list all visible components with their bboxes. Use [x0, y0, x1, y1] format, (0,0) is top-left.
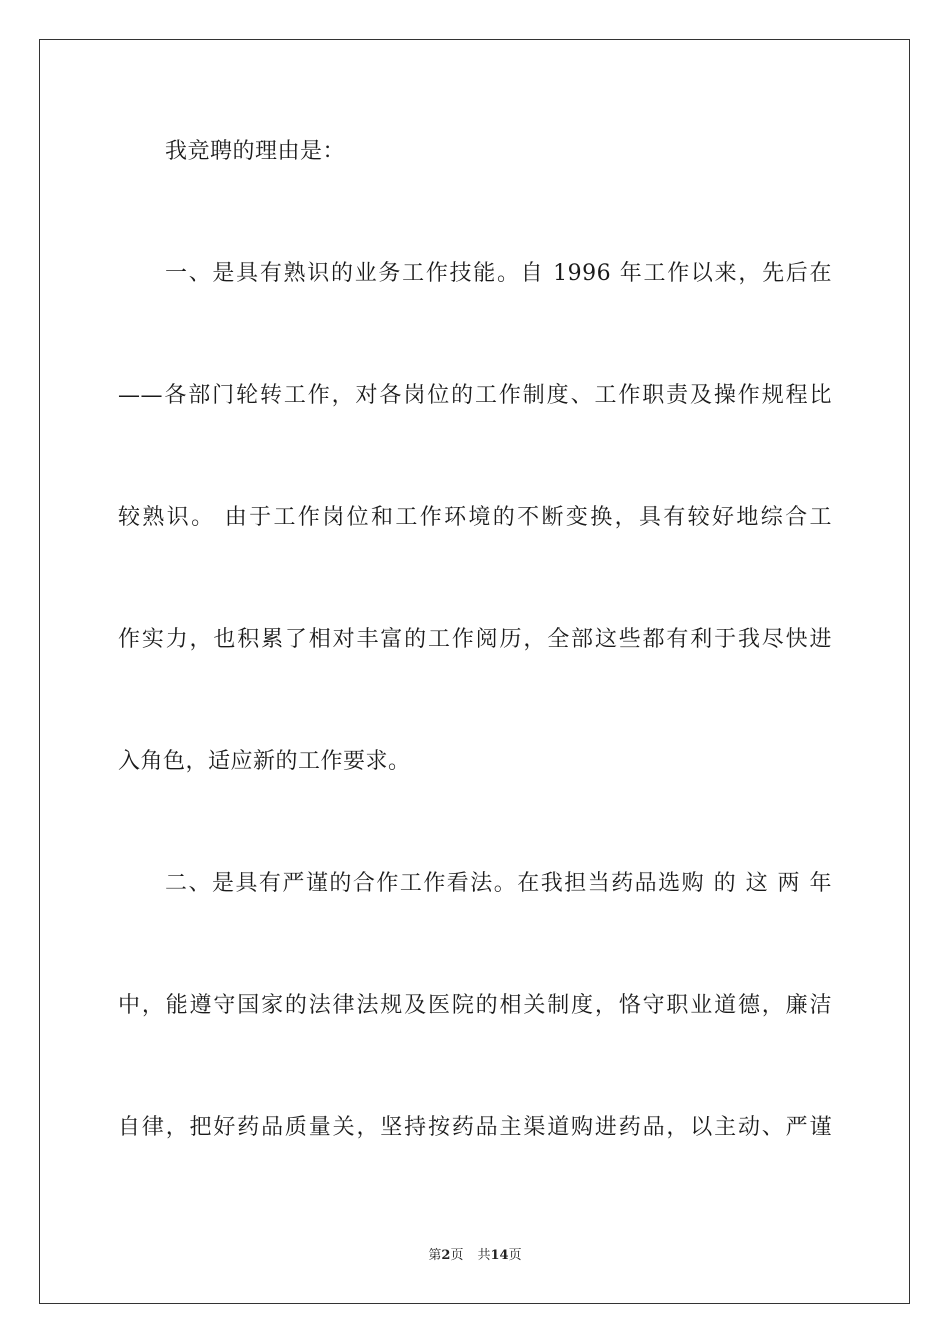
paragraph-line-3: ——各部门轮转工作，对各岗位的工作制度、工作职责及操作规程比: [118, 383, 832, 408]
paragraph-line-9: 自律，把好药品质量关，坚持按药品主渠道购进药品，以主动、严谨: [118, 1115, 832, 1140]
paragraph-line-2: 一、是具有熟识的业务工作技能。自 1996 年工作以来，先后在: [165, 261, 832, 286]
page-prefix: 第: [428, 1248, 442, 1263]
page-suffix: 页: [450, 1248, 464, 1263]
page-number: 2: [441, 1248, 451, 1263]
total-prefix: 共: [477, 1248, 491, 1263]
paragraph-line-4: 较熟识。 由于工作岗位和工作环境的不断变换，具有较好地综合工: [118, 505, 832, 530]
paragraph-line-7: 二、是具有严谨的合作工作看法。在我担当药品选购 的 这 两 年: [165, 871, 832, 896]
paragraph-line-6: 入角色，适应新的工作要求。: [118, 749, 411, 774]
paragraph-line-5: 作实力，也积累了相对丰富的工作阅历，全部这些都有利于我尽快进: [118, 627, 832, 652]
page-footer: [0, 1247, 950, 1265]
total-pages: 14: [490, 1248, 509, 1263]
total-suffix: 页: [508, 1248, 522, 1263]
paragraph-line-1: 我竞聘的理由是：: [165, 139, 346, 164]
paragraph-line-8: 中，能遵守国家的法律法规及医院的相关制度，恪守职业道德，廉洁: [118, 993, 832, 1018]
